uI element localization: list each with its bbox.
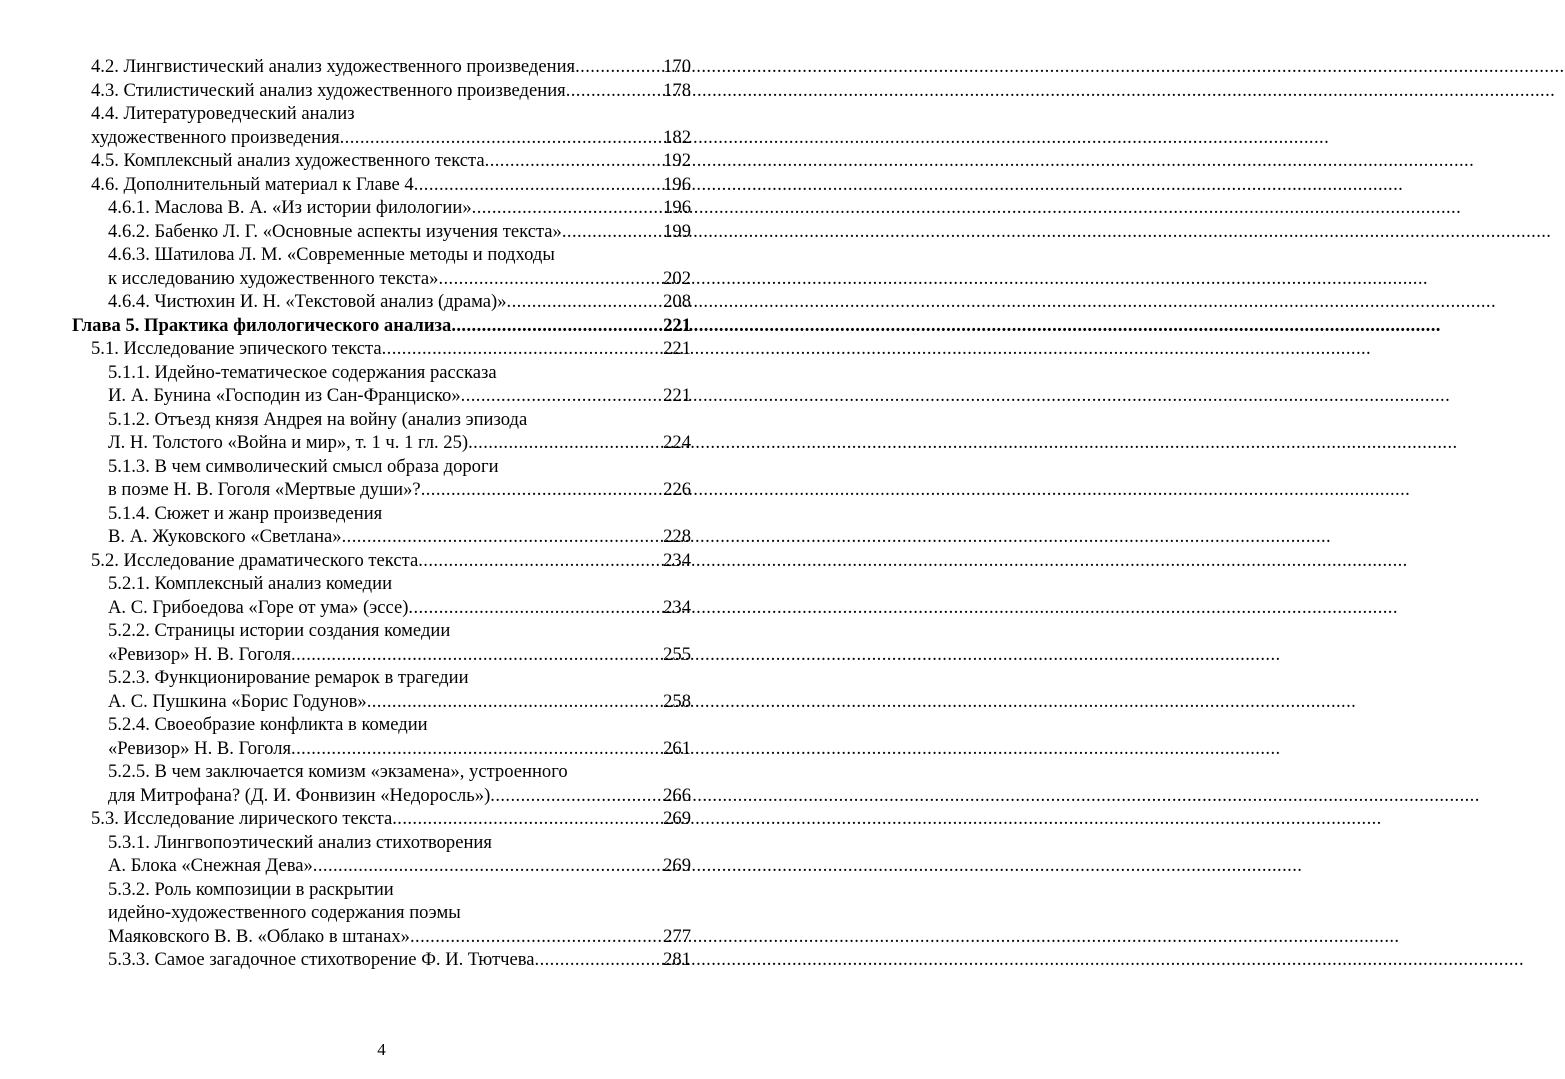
toc-entry [72,408,691,455]
toc-entry-row [72,643,691,667]
toc-entry-page: 221 [663,385,691,406]
toc-entry-page: 196 [663,173,691,195]
dot-leader [575,55,661,79]
toc-entry-title: в поэме Н. В. Гоголя «Мертвые души»? [108,479,421,500]
toc-entry-page: 196 [663,197,691,218]
toc-entry-page: 258 [663,690,691,712]
dot-leader [438,267,661,291]
toc-entry-row [72,948,691,972]
toc-entry-title: 4.6.2. Бабенко Л. Г. «Основные аспекты изучения текста» [108,220,562,242]
toc-entry-row [72,267,691,291]
toc-entry [72,878,691,949]
toc-entry [72,666,691,713]
dot-leader [468,431,661,455]
toc-entry-title: 5.2. Исследование драматического текста [91,549,419,571]
toc-entry-row [72,784,691,808]
toc-entry [72,55,691,79]
toc-entry-row [72,196,691,220]
toc-entry-title: 4.5. Комплексный анализ художественного текста [91,150,485,171]
toc-entry-title: А. С. Грибоедова «Горе от ума» (эссе) [108,596,409,618]
toc-entry [72,149,691,173]
toc-entry-page: 226 [663,479,691,500]
toc-entry-title: И. А. Бунина «Господин из Сан-Франциско» [108,385,461,406]
toc-entry-line: 5.2.2. Страницы истории создания комедии [108,620,451,641]
toc-entry-title: 5.1. Исследование эпического текста [91,338,382,359]
dot-leader [367,690,661,714]
toc-entry-title: А. С. Пушкина «Борис Годунов» [108,690,367,712]
toc-entry-page: 277 [663,925,691,947]
dot-leader [562,220,661,244]
toc-entry-line: 5.1.4. Сюжет и жанр произведения [108,502,383,524]
toc-entry-page: 202 [663,267,691,289]
toc-entry-row [72,55,691,79]
toc-entry-row [72,79,691,103]
toc-entry-page: 221 [663,314,691,336]
toc-entry [72,713,691,760]
toc-entry-row [72,854,691,878]
toc-entry-title: Маяковского В. В. «Облако в штанах» [108,925,410,947]
dot-leader [490,784,661,808]
dot-leader [472,196,661,220]
toc-entry-title: 4.6.4. Чистюхин И. Н. «Текстовой анализ (драма)» [108,291,507,312]
toc-entry [72,220,691,244]
toc-entry [72,502,691,549]
dot-leader [461,384,661,408]
toc-entry [72,760,691,807]
toc-entry-row [72,478,691,502]
toc-entry-line: 5.1.2. Отъезд князя Андрея на войну (анализ эпизода [108,408,528,430]
toc-entry-line: идейно-художественного содержания поэмы [108,902,461,923]
toc-entry-row [72,807,691,831]
toc-entry-row [72,431,691,455]
toc-entry-page: 255 [663,643,691,665]
toc-entry-title: Л. Н. Толстого «Война и мир», т. 1 ч. 1 гл. 25) [108,432,469,453]
toc-entry [72,455,691,502]
toc-entry [72,173,691,197]
toc-entry-row [72,337,691,361]
toc-entry [72,807,691,831]
toc-entry-row [72,596,691,620]
toc-entry-page: 192 [663,150,691,171]
toc-entry-line: 5.2.4. Своеобразие конфликта в комедии [108,714,428,735]
toc-entry-title: художественного произведения [91,126,340,148]
toc-entry-title: «Ревизор» Н. В. Гоголя [108,643,292,665]
toc-entry [72,79,691,103]
toc-entry [72,314,691,338]
toc-entry-page: 261 [663,737,691,759]
toc-entry-page: 266 [663,784,691,806]
toc-entry-line: 5.1.3. В чем символический смысл образа дороги [108,455,499,477]
toc-entry [72,831,691,878]
dot-leader [392,807,661,831]
toc-entry-page: 269 [663,855,691,876]
toc-entry-line: 4.6.3. Шатилова Л. М. «Современные методы и подходы [108,244,555,265]
toc-entry-page: 221 [663,338,691,359]
toc-entry-title: «Ревизор» Н. В. Гоголя [108,737,292,759]
toc-entry [72,102,691,149]
toc-entry-line: 5.2.3. Функционирование ремарок в трагедии [108,667,469,688]
toc-entry-row [72,549,691,573]
toc-entry-title: Глава 5. Практика филологического анализа [72,314,452,336]
toc-entry-page: 208 [663,291,691,312]
dot-leader [291,643,661,667]
toc-entry-title: 4.6. Дополнительный материал к Главе 4 [91,173,414,195]
dot-leader [408,596,661,620]
toc-entry-title: 5.3. Исследование лирического текста [91,808,393,829]
toc-entry-page: 170 [663,56,691,77]
toc-entry-page: 269 [663,808,691,829]
toc-entry-row [72,925,691,949]
toc-entry-line: 5.2.5. В чем заключается комизм «экзамена», устроенного [108,761,568,782]
toc-entry-line: 5.3.1. Лингвопоэтический анализ стихотворения [108,831,492,853]
dot-leader [291,737,661,761]
toc-entry-title: 5.3.3. Самое загадочное стихотворение Ф. И. Тютчева [108,949,535,970]
dot-leader [342,525,662,549]
toc-entry-row [72,290,691,314]
toc-entry-row [72,220,691,244]
dot-leader [566,79,661,103]
toc-entry [72,619,691,666]
dot-leader [451,314,661,338]
toc-entry-page: 224 [663,432,691,453]
toc-entry-row [72,126,691,150]
dot-leader [421,478,661,502]
dot-leader [340,126,661,150]
toc-entry-row [72,384,691,408]
toc-entry-line: 5.2.1. Комплексный анализ комедии [108,573,393,594]
dot-leader [418,549,661,573]
toc-entry [72,572,691,619]
toc-entry-page: 228 [663,526,691,547]
toc-entry-title: для Митрофана? (Д. И. Фонвизин «Недоросль») [108,784,491,806]
toc-entry-row [72,149,691,173]
dot-leader [410,925,661,949]
toc-entry-page: 234 [663,549,691,571]
toc-entry [72,549,691,573]
dot-leader [414,173,661,197]
toc-entry-title: 4.2. Лингвистический анализ художественного произведения [91,56,576,77]
dot-leader [382,337,662,361]
toc-entry [72,361,691,408]
toc-entry-row [72,314,691,338]
toc-entry-page: 182 [663,126,691,148]
page-number: 4 [377,1040,386,1059]
toc-entry [72,243,691,290]
toc-entry-title: 4.6.1. Маслова В. А. «Из истории филологии» [108,197,472,218]
dot-leader [507,290,662,314]
dot-leader [535,948,662,972]
toc-entry-title: В. А. Жуковского «Светлана» [108,526,342,547]
toc-entry-line: 5.1.1. Идейно-тематическое содержания рассказа [108,361,497,383]
toc-entry-line: 4.4. Литературоведческий анализ [91,103,355,124]
toc-entry [72,948,691,972]
toc-entry-title: 4.3. Стилистический анализ художественного произведения [91,79,566,101]
toc-entry [72,337,691,361]
table-of-contents [72,55,691,972]
toc-entry-row [72,690,691,714]
toc-entry-page: 199 [663,220,691,242]
toc-entry-row [72,737,691,761]
toc-entry [72,290,691,314]
toc-entry-page: 178 [663,79,691,101]
toc-entry-page: 234 [663,596,691,618]
dot-leader [313,854,661,878]
toc-entry-title: А. Блока «Снежная Дева» [108,855,313,876]
toc-entry [72,196,691,220]
toc-entry-row [72,525,691,549]
toc-entry-title: к исследованию художественного текста» [108,267,439,289]
dot-leader [485,149,661,173]
toc-entry-page: 281 [663,949,691,970]
toc-entry-line: 5.3.2. Роль композиции в раскрытии [108,878,394,900]
toc-entry-row [72,173,691,197]
